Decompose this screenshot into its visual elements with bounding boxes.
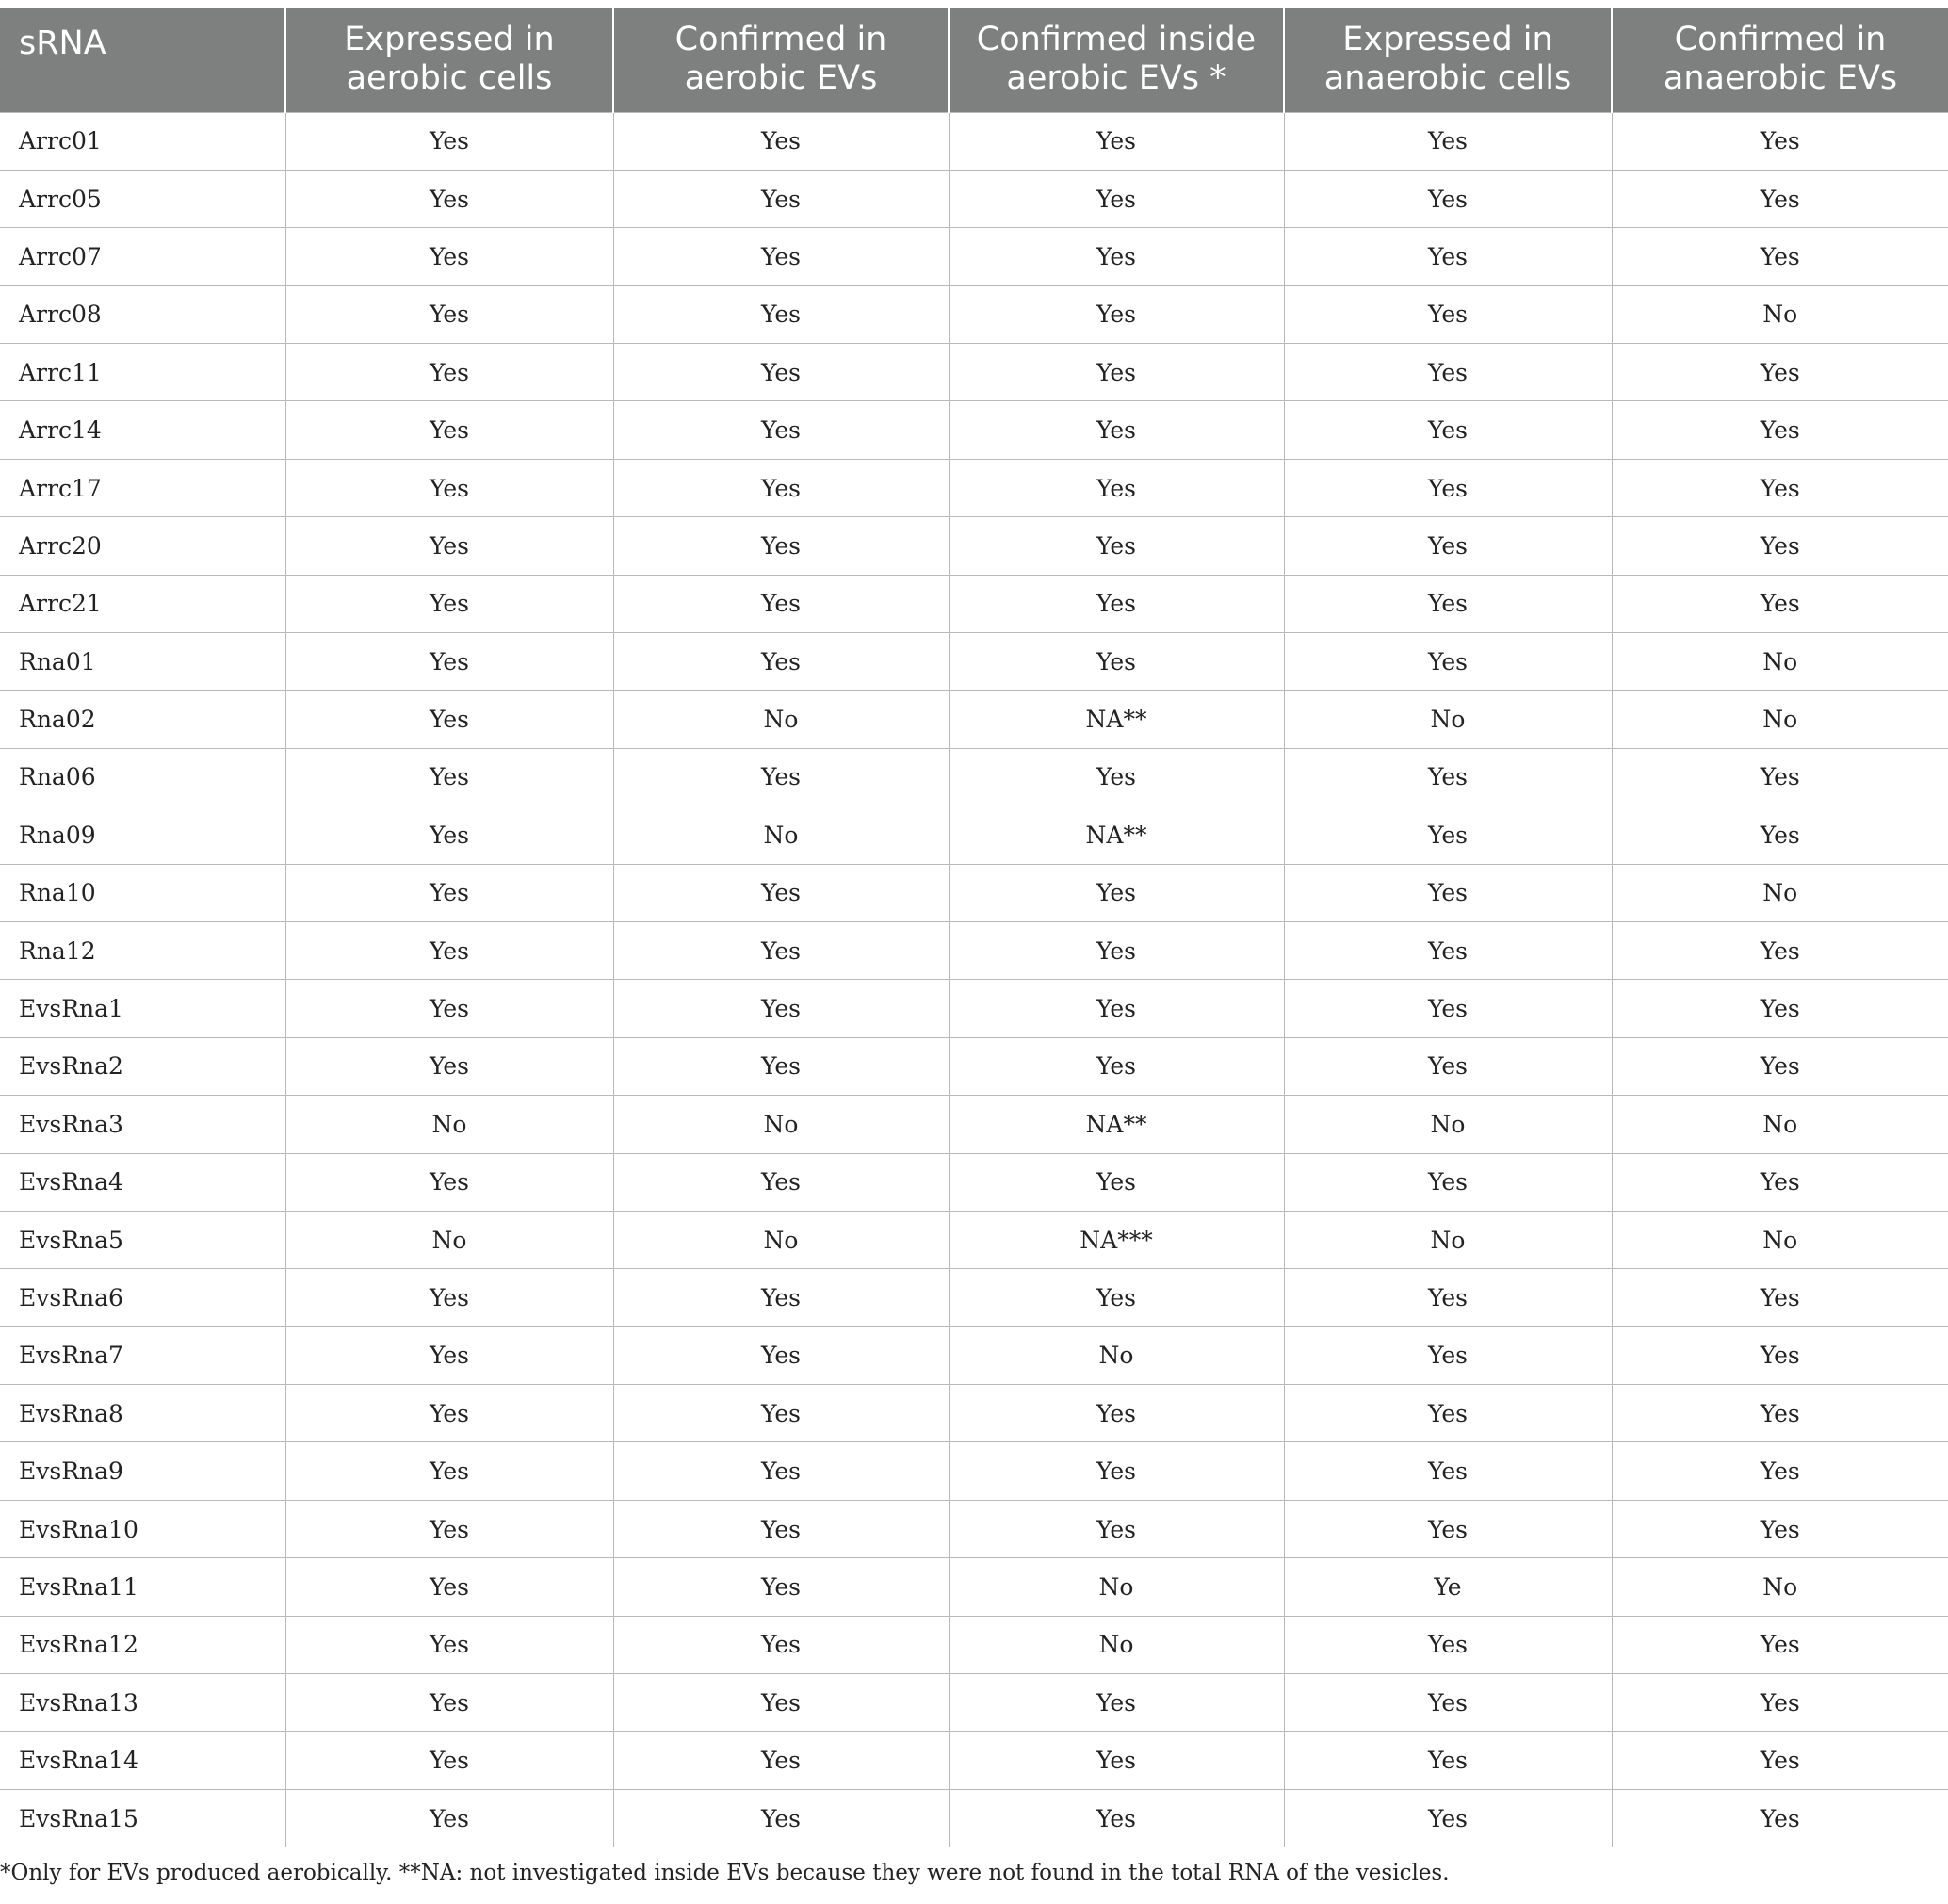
cell-confirmed-aerobic-evs: Yes [613, 285, 949, 343]
cell-expressed-aerobic-cells: Yes [285, 1789, 613, 1847]
cell-srna-name: EvsRna13 [0, 1674, 285, 1732]
cell-confirmed-inside-aerobic-evs: Yes [949, 1789, 1284, 1847]
cell-expressed-aerobic-cells: Yes [285, 1674, 613, 1732]
cell-confirmed-aerobic-evs: Yes [613, 112, 949, 170]
cell-confirmed-inside-aerobic-evs: Yes [949, 344, 1284, 401]
cell-expressed-aerobic-cells: Yes [285, 633, 613, 691]
cell-expressed-aerobic-cells: Yes [285, 864, 613, 921]
cell-expressed-anaerobic-cells: Yes [1284, 1732, 1612, 1789]
table-row [0, 1385, 1948, 1442]
cell-confirmed-inside-aerobic-evs: No [949, 1326, 1284, 1384]
cell-expressed-aerobic-cells: Yes [285, 1732, 613, 1789]
cell-confirmed-anaerobic-evs: Yes [1612, 980, 1948, 1037]
cell-confirmed-inside-aerobic-evs: Yes [949, 575, 1284, 632]
cell-confirmed-anaerobic-evs: Yes [1612, 1500, 1948, 1557]
cell-srna-name: Rna06 [0, 748, 285, 806]
cell-confirmed-anaerobic-evs: Yes [1612, 1037, 1948, 1095]
cell-expressed-aerobic-cells: Yes [285, 517, 613, 575]
table-row [0, 748, 1948, 806]
table-row [0, 980, 1948, 1037]
cell-srna-name: Arrc21 [0, 575, 285, 632]
cell-confirmed-aerobic-evs: Yes [613, 633, 949, 691]
table-row [0, 228, 1948, 285]
cell-confirmed-inside-aerobic-evs: Yes [949, 1269, 1284, 1326]
cell-expressed-aerobic-cells: Yes [285, 1500, 613, 1557]
cell-confirmed-inside-aerobic-evs: Yes [949, 459, 1284, 516]
srna-table-container [0, 8, 1948, 1847]
cell-expressed-anaerobic-cells: Yes [1284, 633, 1612, 691]
header-confirmed-anaerobic-evs: Confirmed in anaerobic EVs [1612, 8, 1948, 112]
cell-confirmed-inside-aerobic-evs: Yes [949, 980, 1284, 1037]
cell-expressed-anaerobic-cells: Yes [1284, 1326, 1612, 1384]
cell-confirmed-inside-aerobic-evs: Yes [949, 633, 1284, 691]
cell-confirmed-anaerobic-evs: No [1612, 1211, 1948, 1268]
cell-confirmed-aerobic-evs: Yes [613, 517, 949, 575]
cell-confirmed-aerobic-evs: Yes [613, 1500, 949, 1557]
table-row [0, 1153, 1948, 1211]
cell-confirmed-inside-aerobic-evs: Yes [949, 748, 1284, 806]
cell-expressed-aerobic-cells: Yes [285, 1326, 613, 1384]
cell-expressed-anaerobic-cells: No [1284, 1211, 1612, 1268]
cell-confirmed-inside-aerobic-evs: NA** [949, 691, 1284, 748]
cell-confirmed-anaerobic-evs: No [1612, 1558, 1948, 1616]
cell-confirmed-aerobic-evs: Yes [613, 228, 949, 285]
cell-expressed-anaerobic-cells: Ye [1284, 1558, 1612, 1616]
header-row [0, 8, 1948, 112]
cell-confirmed-aerobic-evs: Yes [613, 748, 949, 806]
table-row [0, 1326, 1948, 1384]
cell-expressed-aerobic-cells: Yes [285, 980, 613, 1037]
cell-confirmed-aerobic-evs: No [613, 1096, 949, 1153]
cell-expressed-aerobic-cells: Yes [285, 691, 613, 748]
srna-table [0, 8, 1948, 1847]
table-row [0, 1269, 1948, 1326]
cell-confirmed-anaerobic-evs: Yes [1612, 575, 1948, 632]
cell-srna-name: Arrc11 [0, 344, 285, 401]
cell-confirmed-inside-aerobic-evs: NA*** [949, 1211, 1284, 1268]
header-confirmed-inside-aerobic-evs: Confirmed inside aerobic EVs * [949, 8, 1284, 112]
cell-expressed-anaerobic-cells: Yes [1284, 1153, 1612, 1211]
cell-expressed-aerobic-cells: Yes [285, 1558, 613, 1616]
cell-expressed-aerobic-cells: No [285, 1211, 613, 1268]
table-row [0, 575, 1948, 632]
cell-confirmed-anaerobic-evs: Yes [1612, 748, 1948, 806]
cell-confirmed-inside-aerobic-evs: NA** [949, 1096, 1284, 1153]
cell-expressed-anaerobic-cells: Yes [1284, 170, 1612, 227]
cell-confirmed-anaerobic-evs: Yes [1612, 921, 1948, 979]
cell-srna-name: Arrc07 [0, 228, 285, 285]
cell-srna-name: Arrc01 [0, 112, 285, 170]
header-srna: sRNA [0, 8, 285, 112]
cell-expressed-aerobic-cells: Yes [285, 170, 613, 227]
header-expressed-anaerobic-cells: Expressed in anaerobic cells [1284, 8, 1612, 112]
table-row [0, 285, 1948, 343]
cell-confirmed-anaerobic-evs: Yes [1612, 1789, 1948, 1847]
cell-confirmed-aerobic-evs: Yes [613, 1153, 949, 1211]
table-row [0, 864, 1948, 921]
cell-srna-name: EvsRna12 [0, 1616, 285, 1673]
cell-expressed-anaerobic-cells: Yes [1284, 459, 1612, 516]
cell-srna-name: EvsRna11 [0, 1558, 285, 1616]
table-row [0, 1674, 1948, 1732]
cell-srna-name: Arrc05 [0, 170, 285, 227]
cell-expressed-anaerobic-cells: Yes [1284, 112, 1612, 170]
cell-srna-name: EvsRna14 [0, 1732, 285, 1789]
cell-expressed-aerobic-cells: Yes [285, 575, 613, 632]
header-expressed-aerobic-cells: Expressed in aerobic cells [285, 8, 613, 112]
table-row [0, 1732, 1948, 1789]
cell-expressed-anaerobic-cells: Yes [1284, 806, 1612, 864]
table-row [0, 921, 1948, 979]
cell-expressed-aerobic-cells: No [285, 1096, 613, 1153]
table-row [0, 459, 1948, 516]
cell-expressed-aerobic-cells: Yes [285, 748, 613, 806]
cell-srna-name: EvsRna2 [0, 1037, 285, 1095]
table-row [0, 1211, 1948, 1268]
cell-confirmed-inside-aerobic-evs: Yes [949, 1385, 1284, 1442]
table-row [0, 401, 1948, 459]
cell-expressed-aerobic-cells: Yes [285, 1153, 613, 1211]
cell-srna-name: Rna02 [0, 691, 285, 748]
cell-confirmed-anaerobic-evs: No [1612, 691, 1948, 748]
cell-expressed-anaerobic-cells: Yes [1284, 1616, 1612, 1673]
cell-confirmed-anaerobic-evs: Yes [1612, 401, 1948, 459]
cell-confirmed-aerobic-evs: Yes [613, 921, 949, 979]
table-row [0, 517, 1948, 575]
cell-expressed-aerobic-cells: Yes [285, 1385, 613, 1442]
table-row [0, 633, 1948, 691]
cell-srna-name: Rna09 [0, 806, 285, 864]
cell-expressed-anaerobic-cells: Yes [1284, 285, 1612, 343]
table-row [0, 1558, 1948, 1616]
cell-expressed-anaerobic-cells: No [1284, 1096, 1612, 1153]
cell-expressed-aerobic-cells: Yes [285, 228, 613, 285]
cell-expressed-anaerobic-cells: Yes [1284, 401, 1612, 459]
cell-confirmed-aerobic-evs: Yes [613, 1385, 949, 1442]
cell-srna-name: EvsRna1 [0, 980, 285, 1037]
cell-confirmed-anaerobic-evs: Yes [1612, 228, 1948, 285]
table-row [0, 112, 1948, 170]
cell-confirmed-inside-aerobic-evs: Yes [949, 517, 1284, 575]
cell-expressed-aerobic-cells: Yes [285, 459, 613, 516]
cell-confirmed-aerobic-evs: Yes [613, 864, 949, 921]
cell-confirmed-inside-aerobic-evs: Yes [949, 1153, 1284, 1211]
cell-expressed-anaerobic-cells: Yes [1284, 864, 1612, 921]
cell-confirmed-aerobic-evs: Yes [613, 401, 949, 459]
cell-confirmed-anaerobic-evs: Yes [1612, 170, 1948, 227]
cell-confirmed-aerobic-evs: Yes [613, 1616, 949, 1673]
cell-confirmed-inside-aerobic-evs: Yes [949, 864, 1284, 921]
cell-confirmed-aerobic-evs: Yes [613, 1269, 949, 1326]
cell-expressed-anaerobic-cells: Yes [1284, 748, 1612, 806]
cell-srna-name: EvsRna6 [0, 1269, 285, 1326]
cell-confirmed-aerobic-evs: Yes [613, 980, 949, 1037]
cell-expressed-anaerobic-cells: Yes [1284, 228, 1612, 285]
cell-confirmed-anaerobic-evs: Yes [1612, 1153, 1948, 1211]
cell-srna-name: Rna10 [0, 864, 285, 921]
cell-confirmed-aerobic-evs: No [613, 806, 949, 864]
cell-confirmed-aerobic-evs: No [613, 1211, 949, 1268]
cell-confirmed-aerobic-evs: Yes [613, 170, 949, 227]
table-row [0, 1500, 1948, 1557]
cell-confirmed-anaerobic-evs: No [1612, 864, 1948, 921]
cell-expressed-aerobic-cells: Yes [285, 1269, 613, 1326]
cell-srna-name: Arrc17 [0, 459, 285, 516]
cell-confirmed-aerobic-evs: Yes [613, 575, 949, 632]
cell-confirmed-aerobic-evs: Yes [613, 1326, 949, 1384]
cell-srna-name: EvsRna10 [0, 1500, 285, 1557]
cell-expressed-anaerobic-cells: Yes [1284, 980, 1612, 1037]
table-header [0, 8, 1948, 112]
cell-confirmed-anaerobic-evs: Yes [1612, 517, 1948, 575]
table-row [0, 344, 1948, 401]
cell-confirmed-aerobic-evs: Yes [613, 459, 949, 516]
cell-srna-name: Rna12 [0, 921, 285, 979]
cell-expressed-aerobic-cells: Yes [285, 1616, 613, 1673]
cell-confirmed-aerobic-evs: Yes [613, 1558, 949, 1616]
cell-confirmed-anaerobic-evs: No [1612, 285, 1948, 343]
cell-confirmed-inside-aerobic-evs: Yes [949, 1500, 1284, 1557]
cell-confirmed-anaerobic-evs: Yes [1612, 1442, 1948, 1500]
cell-confirmed-inside-aerobic-evs: Yes [949, 228, 1284, 285]
cell-srna-name: EvsRna7 [0, 1326, 285, 1384]
cell-confirmed-anaerobic-evs: Yes [1612, 1385, 1948, 1442]
cell-expressed-aerobic-cells: Yes [285, 921, 613, 979]
cell-expressed-anaerobic-cells: Yes [1284, 1674, 1612, 1732]
cell-confirmed-aerobic-evs: Yes [613, 1037, 949, 1095]
table-row [0, 170, 1948, 227]
cell-expressed-anaerobic-cells: Yes [1284, 1500, 1612, 1557]
cell-expressed-aerobic-cells: Yes [285, 806, 613, 864]
cell-srna-name: EvsRna5 [0, 1211, 285, 1268]
cell-expressed-anaerobic-cells: Yes [1284, 1789, 1612, 1847]
table-row [0, 691, 1948, 748]
cell-expressed-anaerobic-cells: Yes [1284, 921, 1612, 979]
table-row [0, 1616, 1948, 1673]
cell-expressed-anaerobic-cells: Yes [1284, 1442, 1612, 1500]
header-confirmed-aerobic-evs: Confirmed in aerobic EVs [613, 8, 949, 112]
cell-expressed-anaerobic-cells: Yes [1284, 1037, 1612, 1095]
table-footnote: *Only for EVs produced aerobically. **NA: not investigated inside EVs because they were not found in the total RNA of the vesicles. [0, 1861, 1450, 1885]
cell-expressed-aerobic-cells: Yes [285, 285, 613, 343]
cell-confirmed-inside-aerobic-evs: No [949, 1616, 1284, 1673]
cell-srna-name: EvsRna9 [0, 1442, 285, 1500]
cell-srna-name: EvsRna4 [0, 1153, 285, 1211]
cell-srna-name: EvsRna15 [0, 1789, 285, 1847]
cell-confirmed-inside-aerobic-evs: Yes [949, 1037, 1284, 1095]
cell-confirmed-aerobic-evs: Yes [613, 1442, 949, 1500]
cell-confirmed-inside-aerobic-evs: Yes [949, 285, 1284, 343]
cell-confirmed-anaerobic-evs: Yes [1612, 1674, 1948, 1732]
cell-confirmed-anaerobic-evs: Yes [1612, 1269, 1948, 1326]
cell-confirmed-inside-aerobic-evs: No [949, 1558, 1284, 1616]
cell-confirmed-inside-aerobic-evs: NA** [949, 806, 1284, 864]
table-body [0, 112, 1948, 1847]
cell-srna-name: Arrc20 [0, 517, 285, 575]
cell-expressed-aerobic-cells: Yes [285, 344, 613, 401]
table-row [0, 1096, 1948, 1153]
cell-expressed-anaerobic-cells: Yes [1284, 344, 1612, 401]
cell-confirmed-anaerobic-evs: Yes [1612, 806, 1948, 864]
cell-expressed-aerobic-cells: Yes [285, 401, 613, 459]
cell-confirmed-anaerobic-evs: Yes [1612, 1732, 1948, 1789]
cell-confirmed-anaerobic-evs: Yes [1612, 344, 1948, 401]
table-row [0, 1789, 1948, 1847]
cell-confirmed-aerobic-evs: Yes [613, 1789, 949, 1847]
cell-confirmed-inside-aerobic-evs: Yes [949, 1442, 1284, 1500]
cell-confirmed-aerobic-evs: Yes [613, 344, 949, 401]
cell-confirmed-aerobic-evs: Yes [613, 1732, 949, 1789]
cell-srna-name: EvsRna8 [0, 1385, 285, 1442]
cell-confirmed-aerobic-evs: Yes [613, 1674, 949, 1732]
cell-expressed-anaerobic-cells: Yes [1284, 1269, 1612, 1326]
cell-expressed-aerobic-cells: Yes [285, 1037, 613, 1095]
cell-confirmed-inside-aerobic-evs: Yes [949, 1674, 1284, 1732]
cell-confirmed-inside-aerobic-evs: Yes [949, 1732, 1284, 1789]
cell-srna-name: Arrc08 [0, 285, 285, 343]
cell-confirmed-inside-aerobic-evs: Yes [949, 921, 1284, 979]
table-row [0, 1037, 1948, 1095]
table-row [0, 1442, 1948, 1500]
cell-confirmed-anaerobic-evs: Yes [1612, 1326, 1948, 1384]
table-row [0, 806, 1948, 864]
cell-expressed-anaerobic-cells: No [1284, 691, 1612, 748]
cell-confirmed-anaerobic-evs: No [1612, 633, 1948, 691]
cell-confirmed-anaerobic-evs: Yes [1612, 459, 1948, 516]
cell-confirmed-aerobic-evs: No [613, 691, 949, 748]
cell-expressed-anaerobic-cells: Yes [1284, 575, 1612, 632]
cell-expressed-anaerobic-cells: Yes [1284, 1385, 1612, 1442]
cell-confirmed-inside-aerobic-evs: Yes [949, 112, 1284, 170]
cell-confirmed-inside-aerobic-evs: Yes [949, 170, 1284, 227]
cell-srna-name: Rna01 [0, 633, 285, 691]
cell-confirmed-anaerobic-evs: No [1612, 1096, 1948, 1153]
cell-expressed-aerobic-cells: Yes [285, 112, 613, 170]
cell-srna-name: EvsRna3 [0, 1096, 285, 1153]
cell-expressed-anaerobic-cells: Yes [1284, 517, 1612, 575]
cell-confirmed-inside-aerobic-evs: Yes [949, 401, 1284, 459]
cell-srna-name: Arrc14 [0, 401, 285, 459]
cell-expressed-aerobic-cells: Yes [285, 1442, 613, 1500]
cell-confirmed-anaerobic-evs: Yes [1612, 112, 1948, 170]
cell-confirmed-anaerobic-evs: Yes [1612, 1616, 1948, 1673]
